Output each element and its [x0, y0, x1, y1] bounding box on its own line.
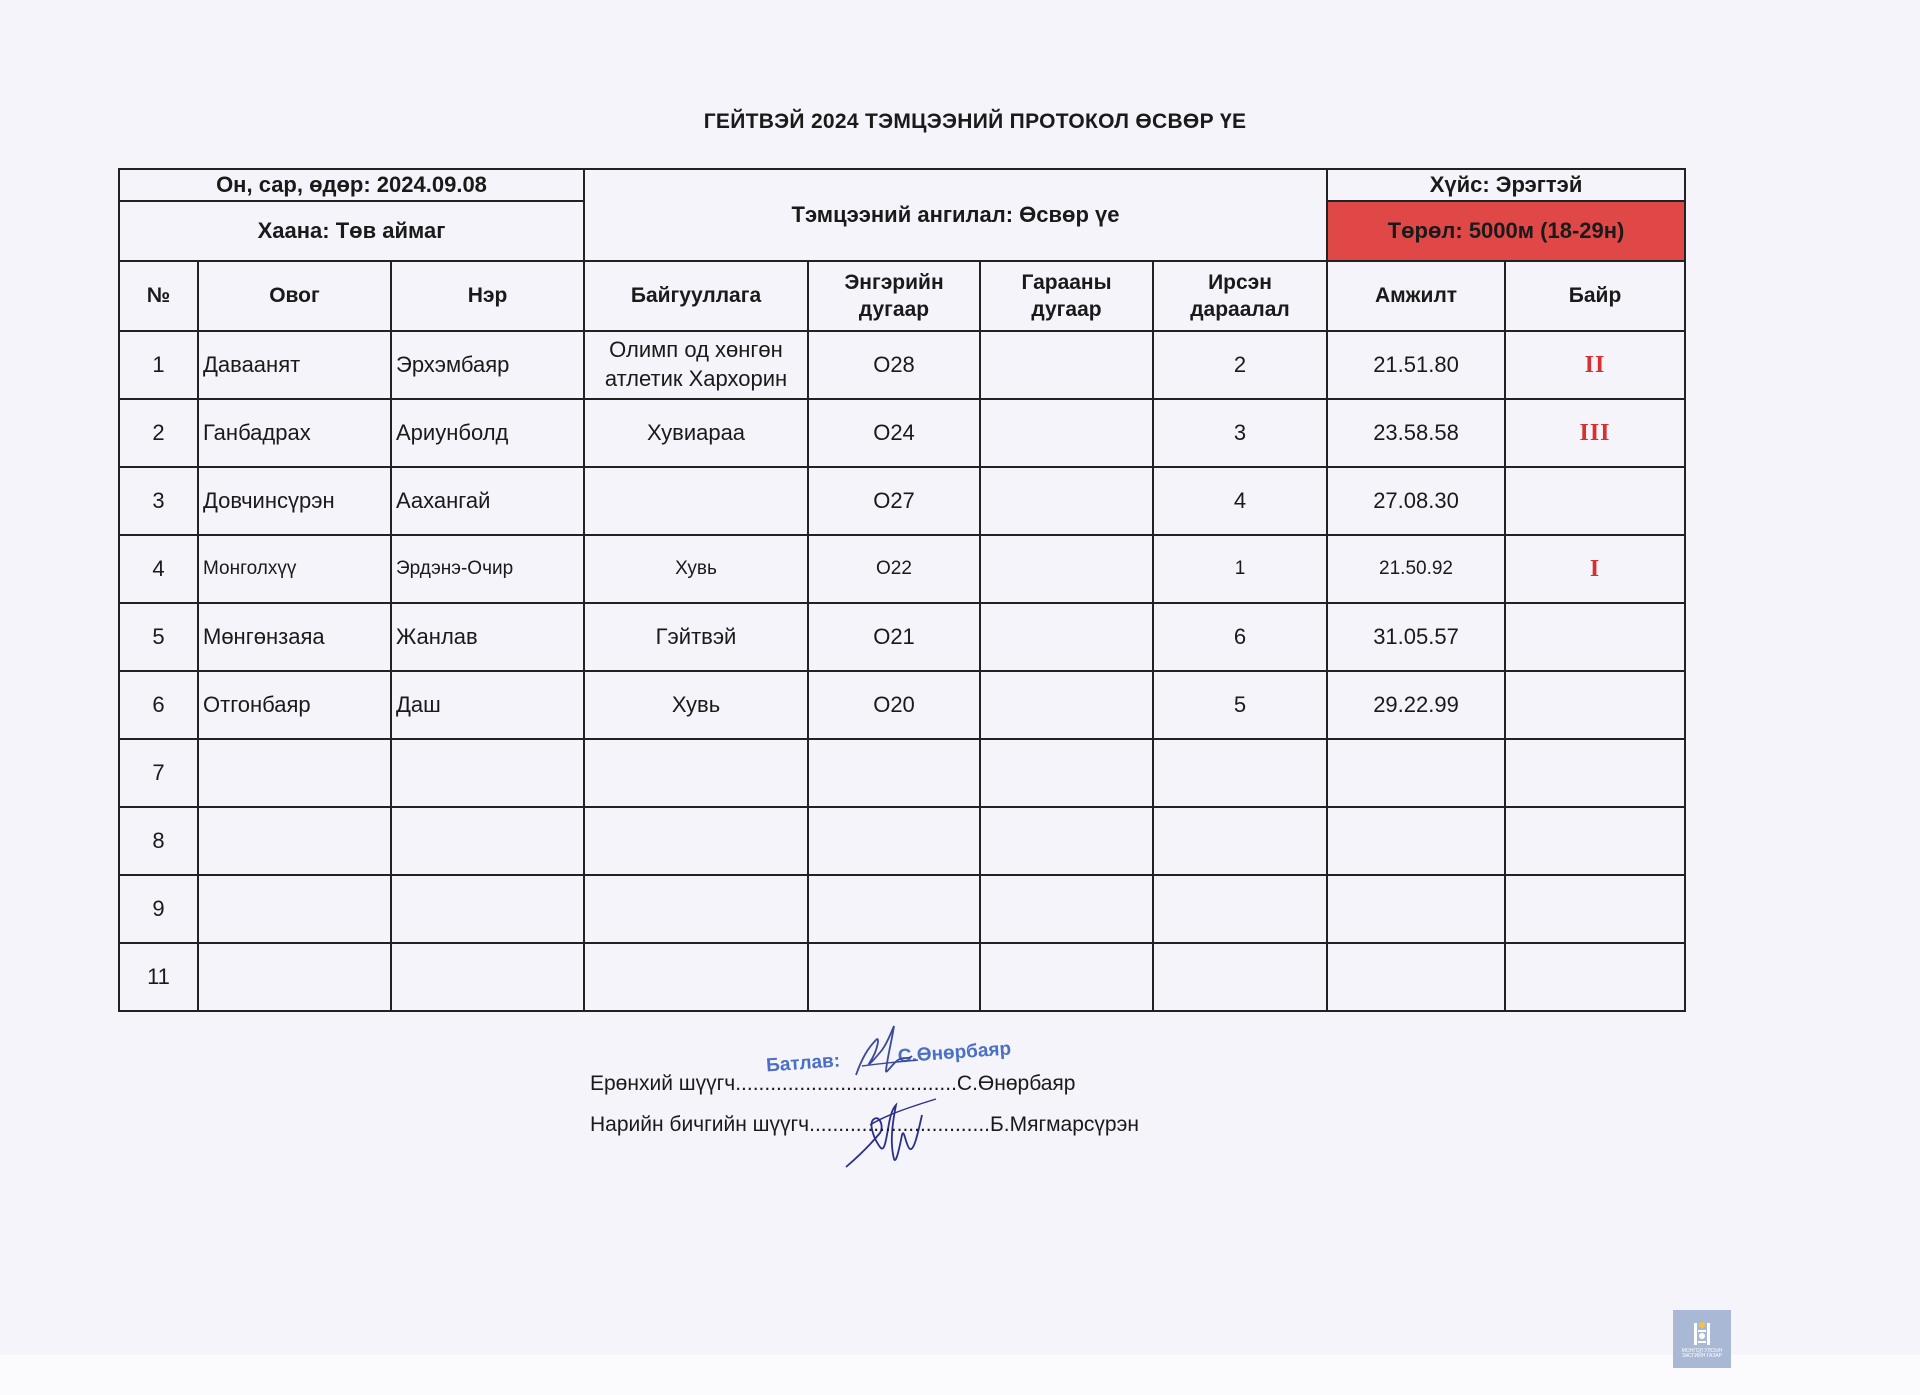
- cell-lane: [980, 603, 1153, 671]
- cell-order: 1: [1153, 535, 1327, 603]
- secretary-line: Нарийн бичгийн шүүгч...............................Б.Мягмарсүрэн: [590, 1113, 1139, 1136]
- date-cell: Он, сар, өдөр: 2024.09.08: [119, 169, 584, 201]
- cell-bib: О24: [808, 399, 980, 467]
- cell-place: I: [1505, 535, 1685, 603]
- cell-name: Ариунболд: [391, 399, 584, 467]
- soyombo-emblem-icon: [1691, 1319, 1713, 1347]
- cell-bib: О22: [808, 535, 980, 603]
- table-row: [119, 671, 1685, 739]
- cell-organization: Хувь: [584, 671, 808, 739]
- cell-place: [1505, 603, 1685, 671]
- cell-organization: Олимп од хөнгөн атлетик Хархорин: [584, 331, 808, 399]
- location-cell: Хаана: Төв аймаг: [119, 201, 584, 261]
- cell-organization: Хувь: [584, 535, 808, 603]
- cell-result: 23.58.58: [1327, 399, 1505, 467]
- approval-label: Батлав:: [765, 1050, 841, 1077]
- cell-lane: [980, 331, 1153, 399]
- logo-text-line1: МОНГОЛ УЛСЫН: [1681, 1347, 1723, 1354]
- table-row: [119, 875, 1685, 943]
- cell-place: [1505, 467, 1685, 535]
- cell-surname: Довчинсүрэн: [198, 467, 391, 535]
- table-row: [119, 739, 1685, 807]
- table-row: [119, 331, 1685, 399]
- cell-organization: Хувиараа: [584, 399, 808, 467]
- cell-no: 3: [119, 467, 198, 535]
- cell-lane: [980, 671, 1153, 739]
- cell-no: 5: [119, 603, 198, 671]
- chief-judge-line: Ерөнхий шүүгч......................................С.Өнөрбаяр: [590, 1072, 1076, 1095]
- signature-block: [590, 1038, 1290, 1195]
- col-bib: Энгэрийн дугаар: [808, 261, 980, 331]
- page-bottom-margin: [0, 1355, 1920, 1395]
- col-result: Амжилт: [1327, 261, 1505, 331]
- approval-name: С.Өнөрбаяр: [897, 1038, 1012, 1068]
- col-name: Нэр: [391, 261, 584, 331]
- cell-no: 8: [119, 807, 198, 875]
- cell-place: [1505, 671, 1685, 739]
- event-type-cell: Төрөл: 5000м (18-29н): [1327, 201, 1685, 261]
- cell-no: 7: [119, 739, 198, 807]
- table-row: [119, 535, 1685, 603]
- cell-bib: О27: [808, 467, 980, 535]
- cell-bib: О21: [808, 603, 980, 671]
- cell-no: 2: [119, 399, 198, 467]
- cell-surname: Даваанят: [198, 331, 391, 399]
- table-row: [119, 807, 1685, 875]
- cell-organization: Гэйтвэй: [584, 603, 808, 671]
- cell-order: 2: [1153, 331, 1327, 399]
- cell-place: III: [1505, 399, 1685, 467]
- protocol-table: [118, 168, 1686, 1012]
- col-place: Байр: [1505, 261, 1685, 331]
- cell-name: Даш: [391, 671, 584, 739]
- gender-cell: Хүйс: Эрэгтэй: [1327, 169, 1685, 201]
- cell-name: Эрхэмбаяр: [391, 331, 584, 399]
- cell-no: 11: [119, 943, 198, 1011]
- cell-surname: Мөнгөнзаяа: [198, 603, 391, 671]
- cell-no: 4: [119, 535, 198, 603]
- cell-organization: [584, 467, 808, 535]
- cell-order: 4: [1153, 467, 1327, 535]
- cell-order: 6: [1153, 603, 1327, 671]
- cell-surname: Отгонбаяр: [198, 671, 391, 739]
- table-row: [119, 467, 1685, 535]
- government-logo: [1673, 1310, 1731, 1368]
- table-row: [119, 603, 1685, 671]
- cell-place: II: [1505, 331, 1685, 399]
- table-row: [119, 399, 1685, 467]
- cell-lane: [980, 399, 1153, 467]
- cell-bib: О28: [808, 331, 980, 399]
- cell-no: 6: [119, 671, 198, 739]
- col-lane: Гарааны дугаар: [980, 261, 1153, 331]
- cell-name: Аахангай: [391, 467, 584, 535]
- cell-lane: [980, 467, 1153, 535]
- cell-surname: Ганбадрах: [198, 399, 391, 467]
- col-order: Ирсэн дараалал: [1153, 261, 1327, 331]
- column-header-row: [119, 261, 1685, 331]
- cell-name: Эрдэнэ-Очир: [391, 535, 584, 603]
- category-cell: Тэмцээний ангилал: Өсвөр үе: [584, 169, 1327, 261]
- cell-lane: [980, 535, 1153, 603]
- cell-no: 1: [119, 331, 198, 399]
- cell-result: 31.05.57: [1327, 603, 1505, 671]
- cell-order: 3: [1153, 399, 1327, 467]
- document-title: ГЕЙТВЭЙ 2024 ТЭМЦЭЭНИЙ ПРОТОКОЛ ӨСВӨР ҮЕ: [703, 110, 1247, 133]
- cell-result: 29.22.99: [1327, 671, 1505, 739]
- cell-surname: Монголхүү: [198, 535, 391, 603]
- table-row: [119, 943, 1685, 1011]
- cell-result: 21.50.92: [1327, 535, 1505, 603]
- cell-name: Жанлав: [391, 603, 584, 671]
- col-surname: Овог: [198, 261, 391, 331]
- cell-result: 21.51.80: [1327, 331, 1505, 399]
- logo-text-line2: ЗАСГИЙН ГАЗАР: [1681, 1353, 1723, 1359]
- cell-bib: О20: [808, 671, 980, 739]
- cell-no: 9: [119, 875, 198, 943]
- col-organization: Байгууллага: [584, 261, 808, 331]
- cell-order: 5: [1153, 671, 1327, 739]
- cell-result: 27.08.30: [1327, 467, 1505, 535]
- col-no: №: [119, 261, 198, 331]
